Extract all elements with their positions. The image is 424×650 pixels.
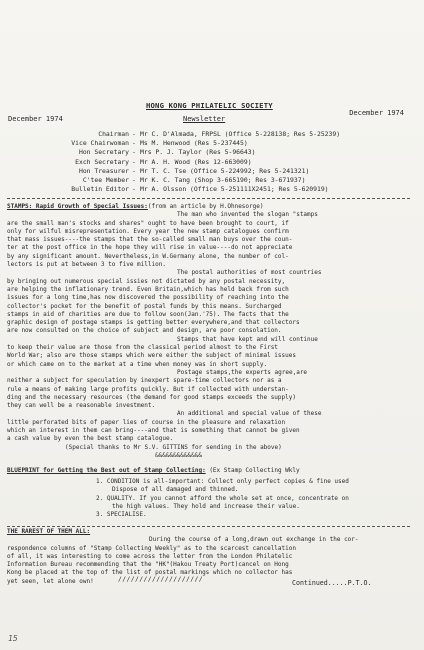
blueprint-item-text: CONDITION is all-important: Collect only perfect copies & fine used xyxy=(106,478,349,485)
stamps-heading-line xyxy=(7,203,419,211)
stamps-p4-line: rule a means of making large profits quickly. But if collected with understan- xyxy=(7,385,289,393)
rarest-line: of all, it was interesting to come across the letter from the London Philatelic xyxy=(7,552,293,560)
blueprint-item-sub: Dispose of all damaged and thinned. xyxy=(112,486,239,494)
stamps-p5-line: which an interest in them can bring----and that is something that cannot be given xyxy=(7,427,300,435)
blueprint-item xyxy=(96,478,416,486)
officer-role: Hon Secretary xyxy=(78,148,129,157)
stamps-p5-line: little perforated bits of paper lies of course in the pleasure and relaxation xyxy=(7,418,286,426)
officer-dash: - xyxy=(132,130,136,138)
stamps-p2-line: are helping the inflationary trend. Even Britain,which has held back from such xyxy=(7,285,289,293)
stamps-p1-line: lectors is put at between 3 to five million. xyxy=(7,261,166,269)
blueprint-item-text: SPECIALISE. xyxy=(106,511,147,519)
stamps-p4-line: neither a subject for speculation by inexpert spare-time collectors nor as a xyxy=(7,377,282,385)
stamps-p2-line: collector's pocket for the benefit of postal funds by this means. Surcharged xyxy=(7,302,282,310)
stamps-p1-line: by any significant amount. Nevertheless,in W.Germany alone, the number of col- xyxy=(7,252,289,260)
blueprint-item-text: QUALITY. If you cannot afford the whole set at once, concentrate on xyxy=(106,494,349,502)
stamps-p3-line: World War; also are those stamps which were either the subject of minimal issues xyxy=(7,352,296,360)
stamps-p2-first: The postal authorities of most countries xyxy=(177,269,322,277)
officer-role: Bulletin Editor xyxy=(71,185,129,194)
blueprint-list xyxy=(96,478,416,519)
officer-dash: - xyxy=(132,166,136,175)
continued-label: Continued.....P.T.O. xyxy=(292,579,372,587)
date-right: December 1974 xyxy=(349,109,404,117)
blueprint-item xyxy=(96,495,416,503)
newsletter-title: Newsletter xyxy=(183,115,226,123)
stamps-p1-line: that mass issues----the stamps that the so-called small man buys over the coun- xyxy=(7,236,293,244)
stamps-p2-line: graphic design of postage stamps is getting better everywhere,and that collectors xyxy=(7,319,300,327)
officer-dash: - xyxy=(132,185,136,194)
officer-detail: Mr A. H. Wood (Res 12-663009) xyxy=(140,157,252,166)
officer-detail: Ms M. Henwood (Res 5-237445) xyxy=(140,139,248,148)
stamps-p4-first: Postage stamps,the experts agree,are xyxy=(177,368,308,376)
page-number: 15 xyxy=(8,634,18,643)
officer-row xyxy=(20,139,420,148)
officer-role: Chairman xyxy=(98,130,129,138)
stamps-heading: STAMPS: Rapid Growth of Special Issues: xyxy=(7,203,148,210)
stamps-p2-line: stamps in aid of charities are due to follow soon(Jan.'75). The facts that the xyxy=(7,310,289,318)
officer-role: Exch Secretary xyxy=(75,157,129,166)
stamps-p3-line: to keep their value are those from the classical period almost to the First xyxy=(7,344,278,352)
stamps-p1-line: are the small man's stocks and shares" ought to have been brought to court, if xyxy=(7,219,289,227)
stamps-p5-line: a cash value by even the best stamp catalogue. xyxy=(7,435,174,443)
officer-role: Vice Chairwoman xyxy=(71,139,129,148)
officer-dash: - xyxy=(132,139,136,148)
blueprint-item xyxy=(96,511,416,519)
blueprint-item-sub: the high values. They hold and increase their value. xyxy=(112,502,300,510)
slash-divider: //////////////////// xyxy=(118,575,203,583)
blueprint-heading-line xyxy=(7,467,419,475)
stamps-p4-line: they can well be a reasonable investment. xyxy=(7,402,156,410)
officer-detail: Mrs P. J. Taylor (Res 5-96643) xyxy=(140,148,256,157)
stamps-section xyxy=(7,203,419,460)
officer-role: C'tee Member xyxy=(82,176,129,185)
officer-row xyxy=(20,130,420,139)
rarest-first: During the course of a long,drawn out exchange in the cor- xyxy=(149,536,359,544)
society-title: HONG KONG PHILATELIC SOCIETY xyxy=(146,101,273,110)
stamps-p5-first: An additional and special value of these xyxy=(177,410,322,418)
officer-row xyxy=(20,148,420,157)
blueprint-item-num: 2. xyxy=(96,494,104,502)
officer-row xyxy=(20,167,420,176)
officer-dash: - xyxy=(132,157,136,166)
stamps-ampersands: &&&&&&&&&&&&& xyxy=(155,451,202,459)
stamps-p1-line: ter at the post office in the hope they will rise in value----do not appreciate xyxy=(7,244,293,252)
blueprint-item-num: 1. xyxy=(96,478,104,485)
officer-dash: - xyxy=(132,148,136,157)
rarest-line: yet seen, let alone own! xyxy=(7,577,94,585)
divider-rule xyxy=(7,526,410,527)
stamps-p3-line: or which came on to the market at a time when money was in short supply. xyxy=(7,360,268,368)
officer-dash: - xyxy=(132,176,136,185)
officer-detail: Mr A. Olsson (Office 5-251111X2451; Res 5-620919) xyxy=(140,185,329,194)
rarest-first-line xyxy=(7,528,419,536)
rarest-line: Information Bureau recommending that the "HK"(Hakou Treaty Port)cancel on Hong xyxy=(7,561,289,569)
stamps-source: (from an article by H.Ohnesorge) xyxy=(147,203,264,210)
rarest-line: Kong be placed at the top of the list of postal markings which no collector has xyxy=(7,569,293,577)
officer-detail: Mr T. C. Tse (Office 5-224992; Res 5-241321) xyxy=(140,166,310,175)
stamps-p1-line: only for wilful misrepresentation. Every year the new stamp catalogues confirm xyxy=(7,227,289,235)
officer-row xyxy=(20,158,420,167)
blueprint-heading: BLUEPRINT for Getting the Best out of Stamp Collecting: xyxy=(7,467,206,474)
stamps-p2-line: issues for a long time,has now discovered the possibility of reaching into the xyxy=(7,294,289,302)
stamps-p1-first: The man who invented the slogan "stamps xyxy=(177,211,318,219)
officer-role: Hon Treasurer xyxy=(78,166,129,175)
rarest-heading: THE RAREST OF THEM ALL: xyxy=(7,528,91,535)
stamps-p2-line: are now consulted on the choice of subject and design, are poor consolation. xyxy=(7,327,282,335)
officer-detail: Mr C. D'Almada, FRPSL (Office 5-228138; Res 5-25239) xyxy=(140,130,341,138)
date-left: December 1974 xyxy=(8,115,63,123)
officer-row xyxy=(20,176,420,185)
stamps-p2-line: by bringing out numerous special issies not dictated by any postal necessity, xyxy=(7,277,286,285)
officer-row xyxy=(20,185,420,194)
blueprint-source: (Ex Stamp Collecting Wkly xyxy=(209,467,300,474)
divider-rule xyxy=(7,198,410,199)
officers-list xyxy=(20,130,420,194)
stamps-p3-first: Stamps that have kept and will continue xyxy=(177,335,318,343)
officer-detail: Mr K. C. Tang (Shop 3-665190; Res 3-671937) xyxy=(140,176,306,185)
stamps-p4-line: ding and the necessary resources (the demand for good stamps exceeds the supply) xyxy=(7,393,296,401)
blueprint-item-num: 3. xyxy=(96,511,104,519)
rarest-section xyxy=(7,528,419,586)
stamps-thanks: (Special thanks to Mr S.V. GITTINS for sending in the above) xyxy=(65,443,282,451)
rarest-line: respondence columns of "Stamp Collecting Weekly" as to the scarcest cancellation xyxy=(7,544,296,552)
